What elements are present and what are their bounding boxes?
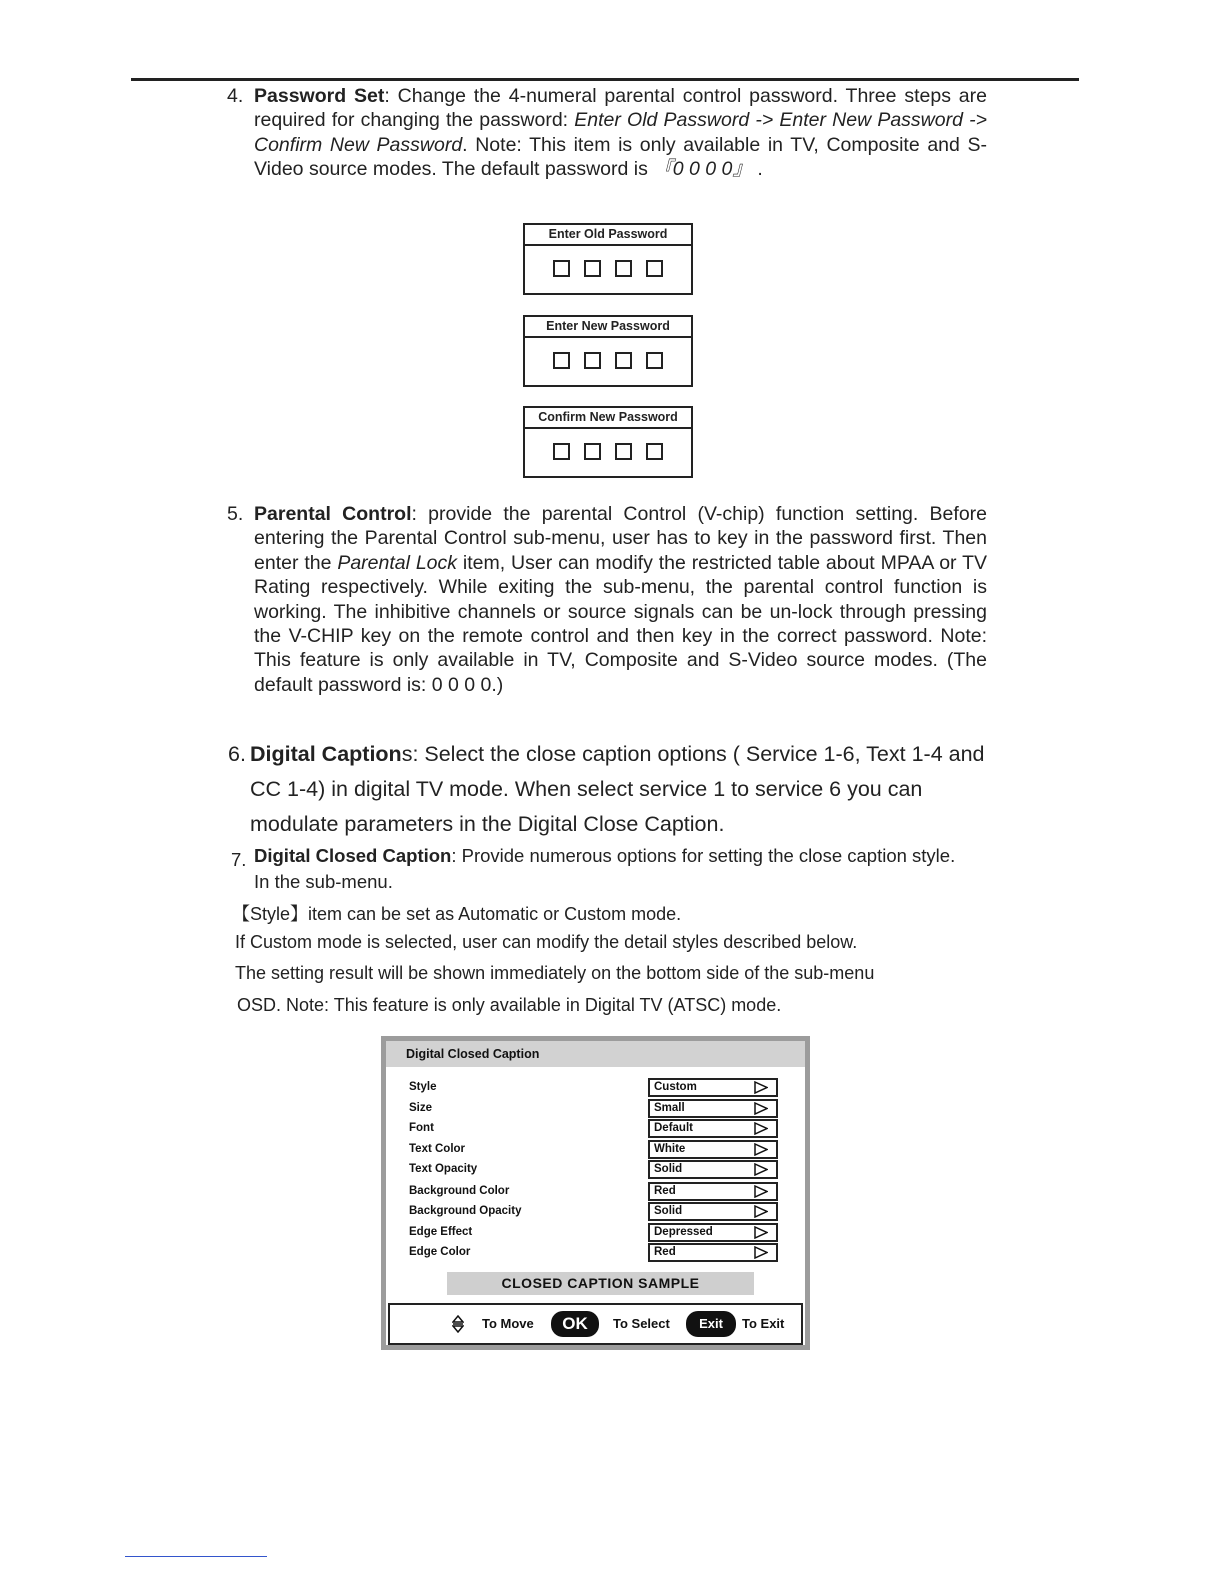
ok-key[interactable]: OK (551, 1311, 599, 1337)
custom-line: If Custom mode is selected, user can modify the detail styles described below. (235, 932, 858, 952)
enter-old-password-box (523, 223, 693, 295)
section-number: 5. (227, 503, 244, 525)
section-password-set (227, 84, 987, 182)
digit-input[interactable] (584, 260, 601, 277)
digit-input[interactable] (646, 352, 663, 369)
option-label: Edge Color (409, 1246, 471, 1258)
password-digits (525, 260, 691, 277)
digit-input[interactable] (584, 443, 601, 460)
osd-row-font[interactable] (386, 1119, 805, 1139)
digit-input[interactable] (646, 443, 663, 460)
digit-input[interactable] (615, 352, 632, 369)
section-text: Password Set: Change the 4-numeral parental control password. Three steps are required for changing the password: Enter Old Password -> Enter New Password -> Confirm New Password. Note: This item is only available in TV, Composite and S-Video source modes. The default password is 『0 0 0 0』 . (254, 85, 987, 181)
section-heading: Digital Closed Caption (254, 845, 452, 866)
password-steps: Enter Old Password -> Enter New Password -> Confirm New Password (254, 109, 987, 156)
right-arrow-icon[interactable] (754, 1122, 768, 1135)
select-hint: To Select (613, 1316, 670, 1331)
osd-row-text-opacity[interactable] (386, 1160, 805, 1180)
osd-panel (386, 1041, 805, 1345)
right-arrow-icon[interactable] (754, 1226, 768, 1239)
option-value: Depressed (654, 1226, 713, 1238)
section-number: 6. (228, 742, 246, 766)
password-digits (525, 443, 691, 460)
right-arrow-icon[interactable] (754, 1163, 768, 1176)
option-value: Small (654, 1102, 685, 1114)
option-value: Red (654, 1185, 676, 1197)
osd-title: Digital Closed Caption (406, 1047, 540, 1061)
option-value-field[interactable] (648, 1182, 778, 1201)
enter-new-password-box (523, 315, 693, 387)
section-heading: Parental Control (254, 503, 412, 525)
digit-input[interactable] (553, 260, 570, 277)
parental-lock-item: Parental Lock (337, 551, 458, 574)
osd-row-background-opacity[interactable] (386, 1202, 805, 1222)
password-box-title: Enter Old Password (525, 225, 691, 246)
section-number: 4. (227, 85, 244, 107)
osd-row-style[interactable] (386, 1078, 805, 1098)
footnote-rule (125, 1556, 267, 1557)
default-password: 『0 0 0 0』 (653, 158, 752, 181)
password-box-title: Enter New Password (525, 317, 691, 338)
right-arrow-icon[interactable] (754, 1081, 768, 1094)
option-value: Default (654, 1122, 693, 1134)
osd-footer (388, 1303, 803, 1345)
section-text: Parental Control: provide the parental Control (V-chip) function setting. Before entering the Parental Control sub-menu, user has to key in the password first. Then enter the Parental Lock item, User can modify the restricted table about MPAA or TV Rating respectively. While exiting the sub-menu, the parental control function is working. The inhibitive channels or source signals can be un-lock through pressing the V-CHIP key on the remote control and then key in the correct password. Note: This feature is only available in TV, Composite and S-Video source modes. (The default password is: 0 0 0 0.) (254, 503, 987, 696)
osd-row-edge-effect[interactable] (386, 1223, 805, 1243)
option-label: Edge Effect (409, 1226, 473, 1238)
osd-row-edge-color[interactable] (386, 1243, 805, 1263)
option-value-field[interactable] (648, 1243, 778, 1262)
option-label: Size (409, 1102, 433, 1114)
section-parental-control (227, 502, 987, 697)
style-line: 【Style】item can be set as Automatic or Custom mode. (232, 904, 682, 924)
osd-row-background-color[interactable] (386, 1182, 805, 1202)
confirm-new-password-box (523, 406, 693, 478)
option-value-field[interactable] (648, 1099, 778, 1118)
option-label: Background Color (409, 1185, 510, 1197)
digit-input[interactable] (553, 352, 570, 369)
digit-input[interactable] (584, 352, 601, 369)
digit-input[interactable] (646, 260, 663, 277)
option-value-field[interactable] (648, 1223, 778, 1242)
option-value: Custom (654, 1081, 697, 1093)
top-rule (131, 78, 1079, 81)
result-line: The setting result will be shown immediately on the bottom side of the sub-menu (235, 963, 875, 983)
option-label: Font (409, 1122, 434, 1134)
option-label: Style (409, 1081, 437, 1093)
option-value-field[interactable] (648, 1202, 778, 1221)
caption-sample: CLOSED CAPTION SAMPLE (447, 1272, 754, 1295)
up-down-arrow-icon (452, 1315, 464, 1333)
section-heading: Password Set (254, 85, 385, 107)
digit-input[interactable] (615, 443, 632, 460)
osd-row-size[interactable] (386, 1099, 805, 1119)
section-text: Digital Captions: Select the close caption options ( Service 1-6, Text 1-4 and CC 1-4) in digital TV mode. When select service 1 to service 6 you can modulate parameters in the Digital Close Caption. (250, 742, 985, 836)
osd-row-text-color[interactable] (386, 1140, 805, 1160)
exit-hint: To Exit (742, 1316, 785, 1331)
option-label: Text Color (409, 1143, 466, 1155)
right-arrow-icon[interactable] (754, 1185, 768, 1198)
osd-note-line: OSD. Note: This feature is only available in Digital TV (ATSC) mode. (237, 995, 782, 1015)
section-digital-closed-caption (231, 843, 994, 895)
digital-closed-caption-osd (381, 1036, 810, 1350)
section-heading: Digital Caption (250, 742, 402, 766)
move-hint: To Move (482, 1316, 534, 1331)
option-value-field[interactable] (648, 1160, 778, 1179)
section-number: 7. (231, 849, 247, 870)
option-value: Solid (654, 1163, 683, 1175)
section-digital-captions (228, 737, 990, 842)
option-label: Background Opacity (409, 1205, 522, 1217)
option-value: White (654, 1143, 686, 1155)
right-arrow-icon[interactable] (754, 1205, 768, 1218)
digit-input[interactable] (615, 260, 632, 277)
option-value-field[interactable] (648, 1119, 778, 1138)
section-text: Digital Closed Caption: Provide numerous options for setting the close caption style. In the sub-menu. (254, 845, 956, 892)
option-value-field[interactable] (648, 1078, 778, 1097)
option-value-field[interactable] (648, 1140, 778, 1159)
option-value: Solid (654, 1205, 683, 1217)
password-box-title: Confirm New Password (525, 408, 691, 429)
digit-input[interactable] (553, 443, 570, 460)
right-arrow-icon[interactable] (754, 1246, 768, 1259)
right-arrow-icon[interactable] (754, 1102, 768, 1115)
password-digits (525, 352, 691, 369)
osd-header (386, 1041, 805, 1067)
exit-key[interactable]: Exit (686, 1311, 736, 1337)
option-label: Text Opacity (409, 1163, 478, 1175)
option-value: Red (654, 1246, 676, 1258)
right-arrow-icon[interactable] (754, 1143, 768, 1156)
